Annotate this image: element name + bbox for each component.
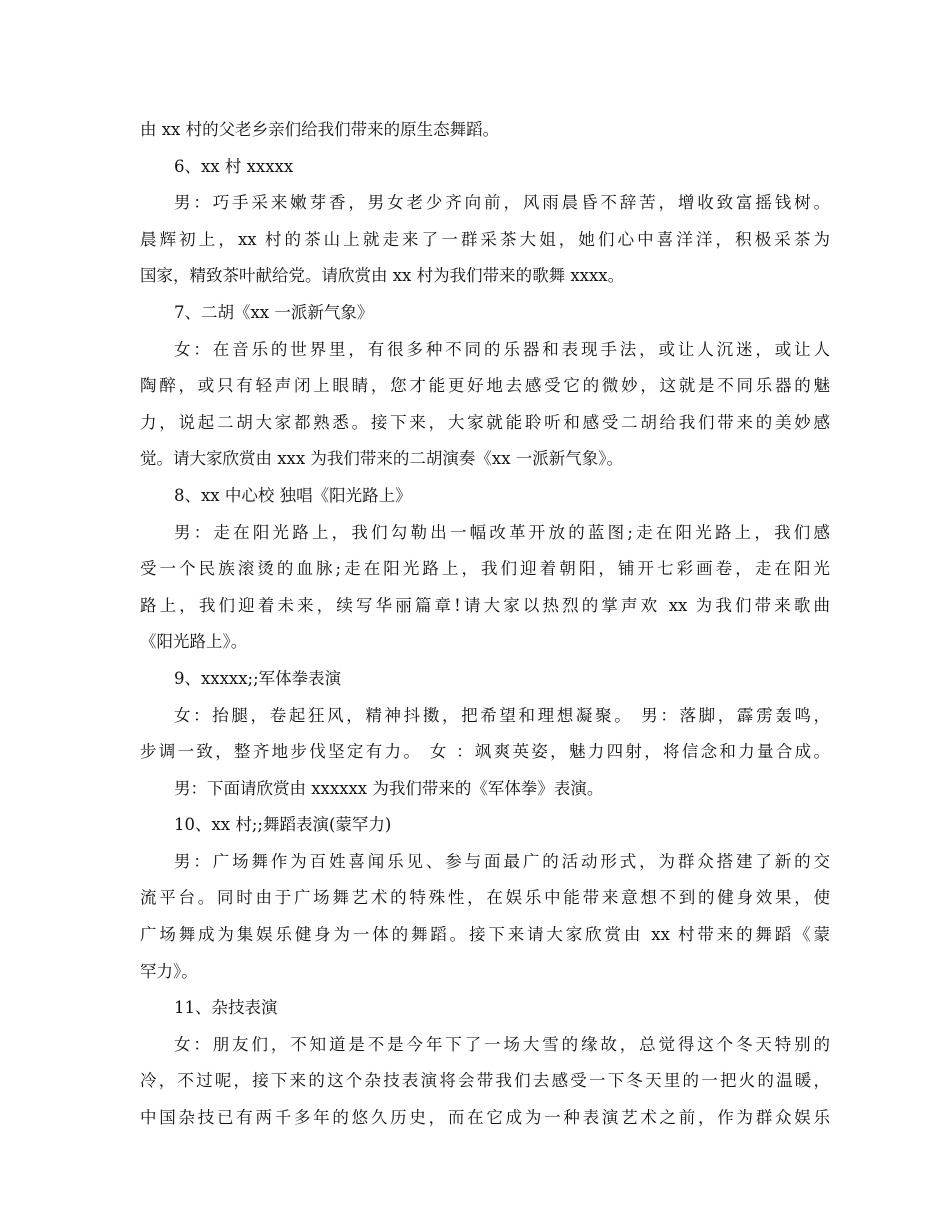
text-line: 晨辉初上，xx 村的茶山上就走来了一群采茶大姐，她们心中喜洋洋，积极采茶为 (140, 229, 830, 249)
program-item-heading: 8、xx 中心校 独唱《阳光路上》 (174, 485, 412, 505)
text-line: 路上，我们迎着未来，续写华丽篇章!请大家以热烈的掌声欢 xx 为我们带来歌曲 (140, 595, 830, 615)
text-line: 女：朋友们，不知道是不是今年下了一场大雪的缘故，总觉得这个冬天特别的 (174, 1034, 830, 1054)
text-line: 广场舞成为集娱乐健身为一体的舞蹈。接下来请大家欣赏由 xx 村带来的舞蹈《蒙 (140, 925, 830, 945)
text-line: 男：巧手采来嫩芽香，男女老少齐向前，风雨晨昏不辞苦，增收致富摇钱树。 (174, 193, 830, 213)
text-line: 《阳光路上》。 (140, 632, 248, 652)
text-line: 男：走在阳光路上，我们勾勒出一幅改革开放的蓝图;走在阳光路上，我们感 (174, 522, 830, 542)
program-item-heading: 7、二胡《xx 一派新气象》 (174, 302, 374, 322)
text-line: 步调一致，整齐地步伐坚定有力。 女 ：飒爽英姿，魅力四射，将信念和力量合成。 (140, 742, 830, 762)
text-line: 罕力》。 (140, 961, 198, 981)
document-body (140, 112, 830, 1137)
text-line: 国家，精致茶叶献给党。请欣赏由 xx 村为我们带来的歌舞 xxxx。 (140, 266, 625, 286)
text-line: 男：下面请欣赏由 xxxxxx 为我们带来的《军体拳》表演。 (174, 778, 604, 798)
program-item-heading: 9、xxxxx;;军体拳表演 (174, 668, 342, 688)
text-line: 觉。请大家欣赏由 xxx 为我们带来的二胡演奏《xx 一派新气象》。 (140, 449, 624, 469)
text-line: 中国杂技已有两千多年的悠久历史，而在它成为一种表演艺术之前，作为群众娱乐 (140, 1108, 830, 1128)
text-line: 冷，不过呢，接下来的这个杂技表演将会带我们去感受一下冬天里的一把火的温暖， (140, 1071, 830, 1091)
program-item-heading: 11、杂技表演 (174, 998, 278, 1018)
text-line: 陶醉，或只有轻声闭上眼睛，您才能更好地去感受它的微妙，这就是不同乐器的魅 (140, 376, 830, 396)
text-line: 女：在音乐的世界里，有很多种不同的乐器和表现手法，或让人沉迷，或让人 (174, 339, 830, 359)
text-line: 男：广场舞作为百姓喜闻乐见、参与面最广的活动形式，为群众搭建了新的交 (174, 851, 830, 871)
text-line: 流平台。同时由于广场舞艺术的特殊性，在娱乐中能带来意想不到的健身效果，使 (140, 888, 830, 908)
text-line: 受一个民族滚烫的血脉;走在阳光路上，我们迎着朝阳，铺开七彩画卷，走在阳光 (140, 559, 830, 579)
program-item-heading: 10、xx 村;;舞蹈表演(蒙罕力) (174, 815, 392, 835)
text-line: 由 xx 村的父老乡亲们给我们带来的原生态舞蹈。 (140, 120, 500, 139)
program-item-heading: 6、xx 村 xxxxx (174, 156, 294, 176)
text-line: 女：抬腿，卷起狂风，精神抖擞，把希望和理想凝聚。 男：落脚，霹雳轰鸣， (174, 705, 830, 725)
text-line: 力，说起二胡大家都熟悉。接下来，大家就能聆听和感受二胡给我们带来的美妙感 (140, 412, 830, 432)
